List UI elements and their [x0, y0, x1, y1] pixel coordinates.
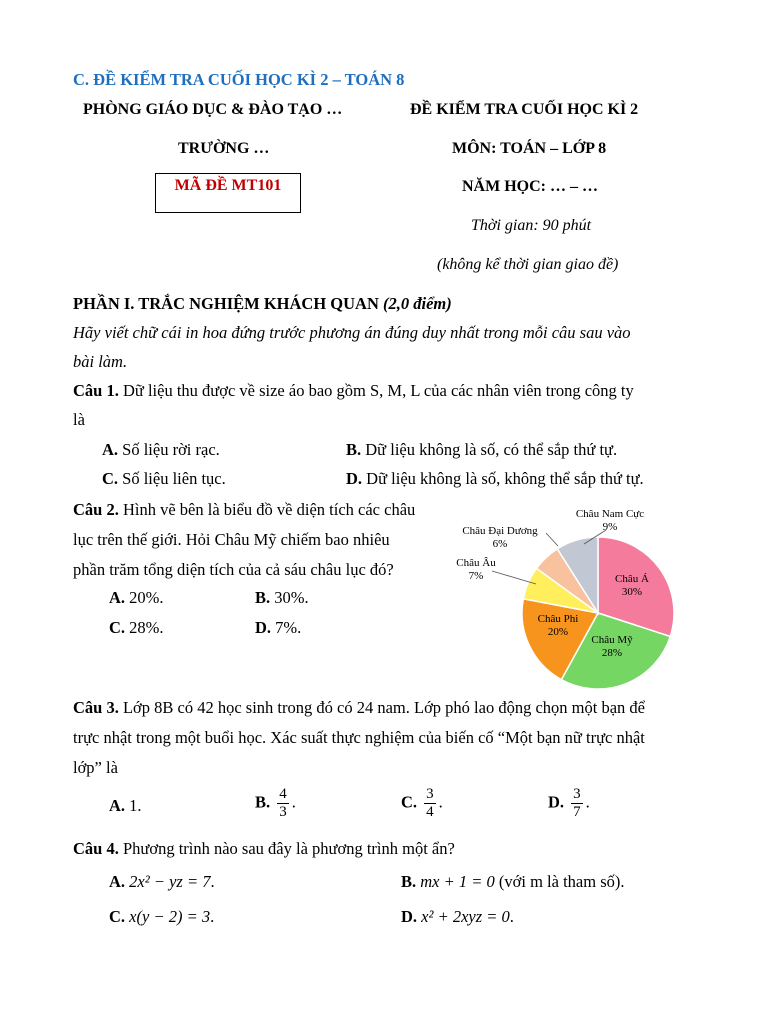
q2-option-c [109, 618, 164, 638]
q2-option-d-text: 7%. [275, 618, 302, 637]
pie-value-label-3: 7% [468, 570, 484, 582]
q3-option-b-label: B. [255, 792, 271, 812]
q1-option-c-label: C. [102, 469, 119, 488]
q4-option-b [401, 872, 625, 892]
q2-option-b-text: 30%. [274, 588, 309, 607]
exam-code: MÃ ĐỀ MT101 [174, 177, 282, 194]
q2-option-b-label: B. [255, 588, 271, 607]
q3-option-a [109, 796, 142, 816]
q4-option-a: A. 2x² − yz = 7. [109, 872, 215, 891]
pie-label-1: Châu Mỹ [591, 634, 633, 646]
q3-option-c-label: C. [401, 792, 418, 812]
subject-line: MÔN: TOÁN – LỚP 8 [452, 140, 607, 157]
instruction-line-2: bài làm. [73, 352, 128, 371]
q4-label: Câu 4. [73, 839, 119, 858]
q1-option-b-label: B. [346, 440, 362, 459]
q1-line-2: là [73, 410, 85, 429]
part1-points: (2,0 điểm) [383, 294, 452, 313]
q4-option-b-note: (với m là tham số). [498, 872, 625, 891]
q3-option-d-fraction [571, 786, 583, 821]
pie-label-4: Châu Đại Dương [462, 525, 538, 537]
q4-line-1 [73, 839, 455, 859]
q1-label: Câu 1. [73, 381, 119, 400]
q3-text-1: Lớp 8B có 42 học sinh trong đó có 24 nam. Lớp phó lao động chọn một bạn để [122, 698, 645, 717]
q1-option-d-text: Dữ liệu không là số, không thể sắp thứ tự. [366, 469, 644, 488]
q2-line-1 [73, 500, 415, 520]
q3-option-d-denominator: 7 [573, 804, 581, 820]
q3-option-d-period: . [585, 792, 590, 812]
q2-option-c-text: 28%. [129, 618, 164, 637]
pie-value-label-1: 28% [601, 647, 623, 659]
duration-note: (không kể thời gian giao đề) [437, 256, 619, 273]
q4-option-b-label: B. [401, 872, 417, 891]
instruction-line-1: Hãy viết chữ cái in hoa đứng trước phương án đúng duy nhất trong mỗi câu sau vào [73, 323, 631, 342]
q2-option-c-label: C. [109, 618, 126, 637]
q3-option-c-denominator: 4 [426, 804, 434, 820]
part1-heading [73, 294, 452, 314]
q3-line-3: lớp” là [73, 758, 118, 777]
school-year: NĂM HỌC: … – … [462, 178, 598, 195]
q1-option-a-label: A. [102, 440, 119, 459]
pie-label-5: Châu Nam Cực [575, 508, 645, 520]
pie-label-3: Châu Âu [456, 557, 496, 569]
pie-label-2: Châu Phi [537, 613, 579, 625]
pie-value-label-4: 6% [492, 538, 508, 550]
section-title: C. ĐỀ KIỂM TRA CUỐI HỌC KÌ 2 – TOÁN 8 [73, 70, 405, 89]
q1-line-1 [73, 381, 634, 401]
q4-option-c: C. x(y − 2) = 3. [109, 907, 215, 926]
q3-option-a-text: 1. [129, 796, 142, 815]
q1-option-d [346, 469, 644, 489]
q2-label: Câu 2. [73, 500, 119, 519]
q2-option-b [255, 588, 309, 608]
q3-option-c-fraction [424, 786, 436, 821]
q4-option-a-label: A. [109, 872, 126, 891]
q3-option-b-period: . [291, 792, 296, 812]
q2-line-3: phần trăm tổng diện tích của cả sáu châu lục đó? [73, 560, 394, 579]
q2-option-a-text: 20%. [129, 588, 164, 607]
q1-option-a [102, 440, 220, 460]
q1-option-a-text: Số liệu rời rạc. [122, 440, 220, 459]
q3-option-d [548, 786, 590, 821]
q1-option-d-label: D. [346, 469, 363, 488]
q1-option-b [346, 440, 617, 460]
q2-text-1: Hình vẽ bên là biểu đồ về diện tích các châu [122, 500, 416, 519]
q3-option-b [255, 786, 296, 821]
q3-option-c-period: . [438, 792, 443, 812]
q3-line-1 [73, 698, 645, 718]
q4-option-b-math: mx + 1 = 0 [420, 872, 495, 891]
q2-option-d-label: D. [255, 618, 272, 637]
q3-option-b-numerator: 4 [279, 786, 287, 802]
q4-text: Phương trình nào sau đây là phương trình một ẩn? [122, 839, 455, 858]
q4-option-c-label: C. [109, 907, 126, 926]
school-name: TRƯỜNG … [178, 140, 270, 157]
exam-title: ĐỀ KIỂM TRA CUỐI HỌC KÌ 2 [410, 101, 639, 118]
q3-option-d-numerator: 3 [573, 786, 581, 802]
pie-value-label-0: 30% [621, 586, 643, 598]
q3-line-2: trực nhật trong một buổi học. Xác suất thực nghiệm của biến cố “Một bạn nữ trực nhật [73, 728, 645, 747]
q4-option-d: D. x² + 2xyz = 0. [401, 907, 514, 926]
pie-leader-line-3 [492, 571, 536, 584]
q3-option-b-fraction [277, 786, 289, 821]
q3-option-a-label: A. [109, 796, 126, 815]
q1-option-c [102, 469, 226, 489]
q3-option-b-denominator: 3 [279, 804, 287, 820]
q3-label: Câu 3. [73, 698, 119, 717]
q2-option-a-label: A. [109, 588, 126, 607]
continent-area-pie-chart [440, 500, 700, 690]
q3-option-c-numerator: 3 [426, 786, 434, 802]
pie-value-label-5: 9% [602, 521, 618, 533]
q2-option-a [109, 588, 164, 608]
department-name: PHÒNG GIÁO DỤC & ĐÀO TẠO … [83, 101, 343, 118]
pie-value-label-2: 20% [547, 626, 569, 638]
q4-option-a-math: 2x² − yz = 7 [129, 872, 211, 891]
q4-option-d-label: D. [401, 907, 418, 926]
q4-option-c-math: x(y − 2) = 3 [129, 907, 211, 926]
q3-option-c [401, 786, 443, 821]
q1-option-b-text: Dữ liệu không là số, có thể sắp thứ tự. [365, 440, 618, 459]
q2-line-2: lục trên thế giới. Hỏi Châu Mỹ chiếm bao nhiêu [73, 530, 390, 549]
q1-text: Dữ liệu thu được về size áo bao gồm S, M, L của các nhân viên trong công ty [122, 381, 634, 400]
exam-duration: Thời gian: 90 phút [471, 217, 592, 234]
q4-option-d-math: x² + 2xyz = 0 [421, 907, 510, 926]
pie-label-0: Châu Á [615, 573, 649, 585]
q1-option-c-text: Số liệu liên tục. [122, 469, 226, 488]
part1-title: PHẦN I. TRẮC NGHIỆM KHÁCH QUAN [73, 294, 379, 313]
q3-option-d-label: D. [548, 792, 565, 812]
exam-code-box [155, 173, 301, 213]
q2-option-d [255, 618, 301, 638]
pie-leader-line-4 [546, 533, 558, 546]
